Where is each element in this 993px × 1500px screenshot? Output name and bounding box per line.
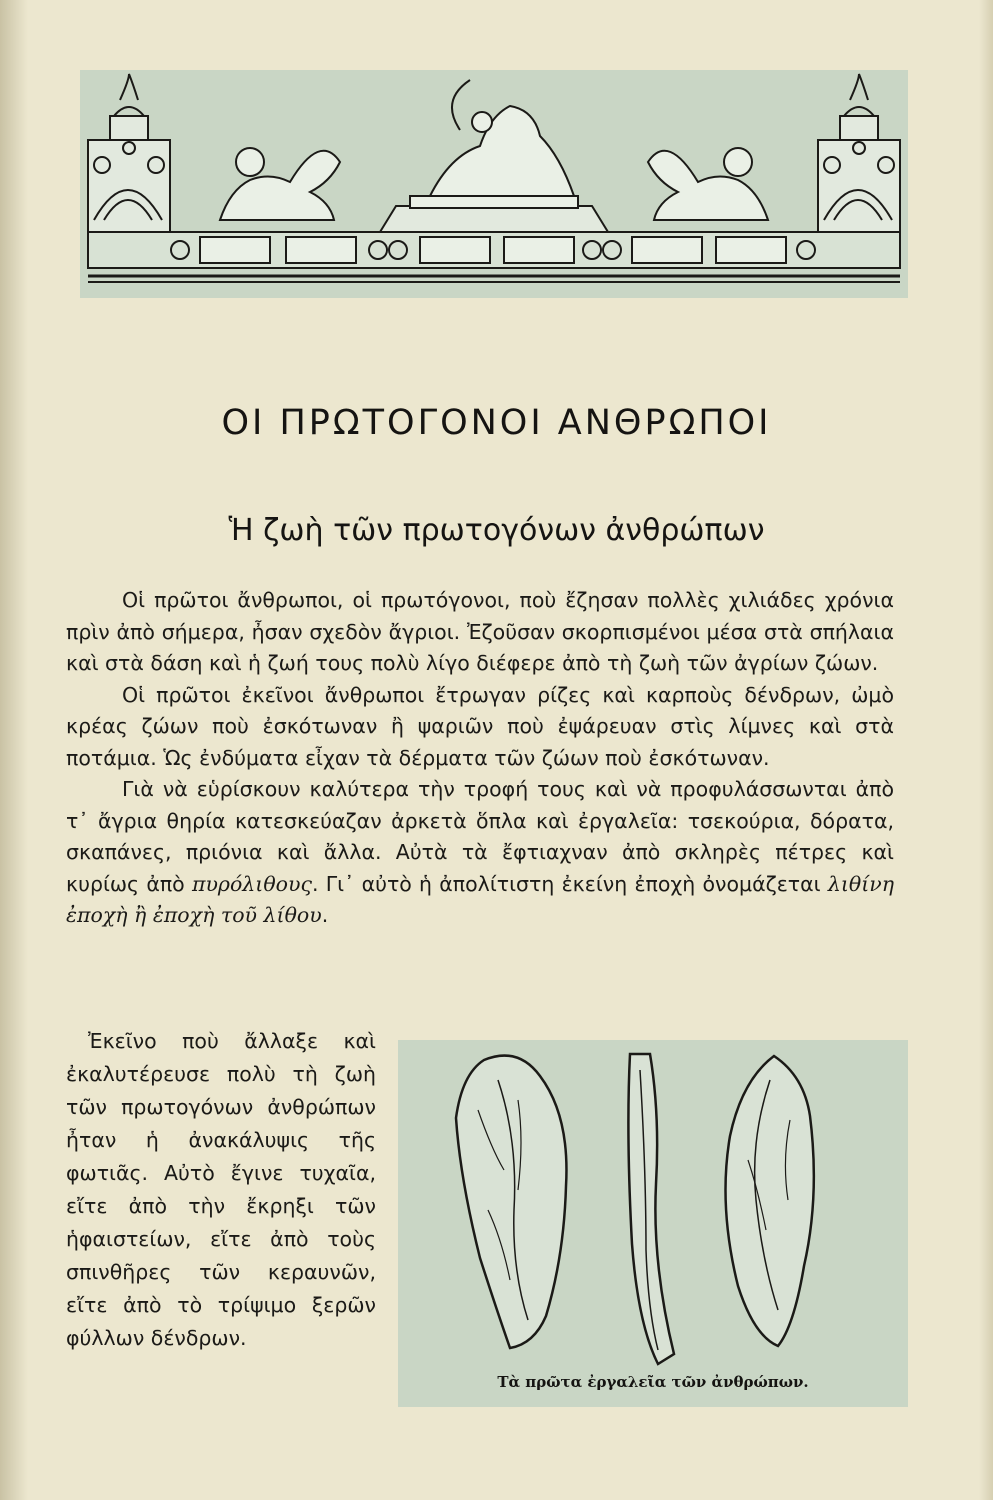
decorative-header-banner: [80, 70, 908, 298]
paragraph-3-text-a: Γιὰ νὰ εὑρίσκουν καλύτερα τὴν τροφή τους καὶ νὰ προφυλάσσωνται ἀπὸ τ᾿ ἄγρια θηρία κατεσκεύαζαν ἀρκετὰ ὅπλα καὶ ἐργαλεῖα: τσεκούρια, δόρατα, σκαπάνες, πριόνια καὶ ἄλλα. Αὐτὰ τὰ ἔφτιαχναν ἀπὸ σκληρὲς πέτρες καὶ κυρίως ἀπὸ: [66, 777, 894, 896]
paragraph-4: Ἐκεῖνο ποὺ ἄλλαξε καὶ ἐκαλυτέρευσε πολὺ τὴ ζωὴ τῶν πρωτογόνων ἀνθρώπων ἦταν ἡ ἀνακάλυψις τῆς φωτιᾶς. Αὐτὸ ἔγινε τυχαῖα, εἴτε ἀπὸ τὴν ἔκρηξι τῶν ἡφαιστείων, εἴτε ἀπὸ τοὺς σπινθῆρες τῶν κεραυνῶν, εἴτε ἀπὸ τὸ τρίψιμο ξερῶν φύλλων δένδρων.: [66, 1029, 376, 1350]
section-heading: Ἡ ζωὴ τῶν πρωτογόνων ἀνθρώπων: [228, 513, 765, 548]
paragraph-3-term-stone-age: λιθίνη ἐποχὴ ἢ ἐποχὴ τοῦ λίθου: [66, 871, 894, 927]
main-text: [66, 585, 894, 932]
paragraph-3-text-c: . Γι᾿ αὐτὸ ἡ ἀπολίτιστη ἐκείνη ἐποχὴ ὀνομάζεται: [311, 871, 828, 896]
paragraph-3-term-flint: πυρόλιθους: [191, 871, 312, 896]
side-column-text: [66, 1025, 376, 1355]
page-gutter-shadow: [0, 0, 28, 1500]
paragraph-1: Οἱ πρῶτοι ἄνθρωποι, οἱ πρωτόγονοι, ποὺ ἔζησαν πολλὲς χιλιάδες χρόνια πρὶν ἀπὸ σήμερα, ἦσαν σχεδὸν ἄγριοι. Ἐζοῦσαν σκορπισμένοι μέσα στὰ σπήλαια καὶ στὰ δάση καὶ ἡ ζωή τους πολὺ λίγο διέφερε ἀπὸ τὴ ζωὴ τῶν ἀγρίων ζώων.: [66, 588, 894, 675]
stone-tools-figure: [398, 1040, 908, 1407]
paragraph-2: Οἱ πρῶτοι ἐκεῖνοι ἄνθρωποι ἔτρωγαν ρίζες καὶ καρποὺς δένδρων, ὠμὸ κρέας ζώων ποὺ ἐσκότωναν ἢ ψαριῶν ποὺ ἐψάρευαν στὶς λίμνες καὶ στὰ ποτάμια. Ὡς ἐνδύματα εἶχαν τὰ δέρματα τῶν ζώων ποὺ ἐσκότωναν.: [66, 682, 894, 770]
stone-tools-illustration: [398, 1040, 908, 1370]
paragraph-3-text-e: .: [321, 903, 329, 927]
banner-illustration: [80, 70, 908, 298]
page-title: ΟΙ ΠΡΩΤΟΓΟΝΟΙ ΑΝΘΡΩΠΟΙ: [221, 403, 772, 443]
paragraph-3: [66, 774, 894, 932]
page-edge-shadow: [979, 0, 993, 1500]
figure-caption: Τὰ πρῶτα ἐργαλεῖα τῶν ἀνθρώπων.: [497, 1373, 809, 1391]
